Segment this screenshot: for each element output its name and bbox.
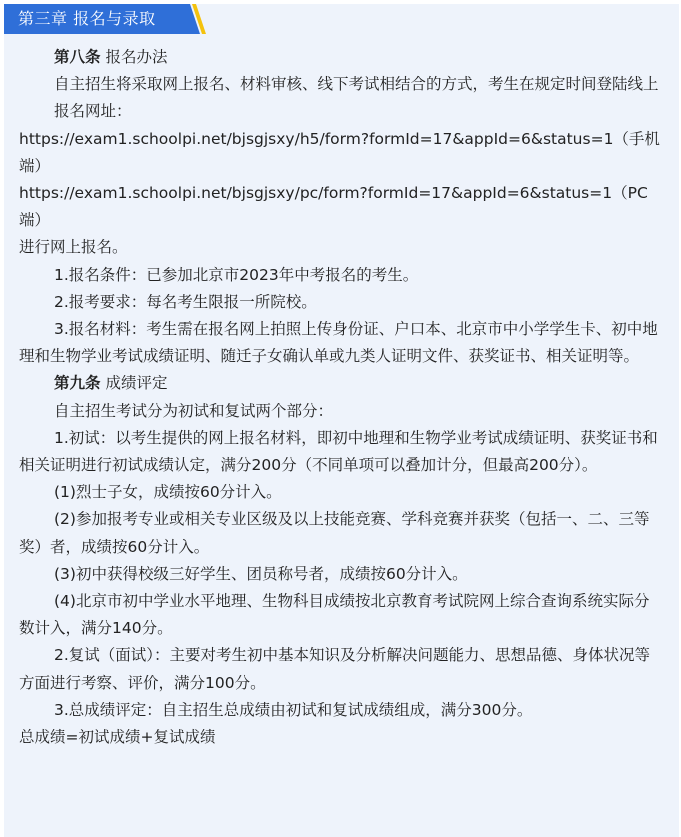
article-8-title: 报名办法 — [105, 48, 168, 66]
total-score-rule: 3.总成绩评定：自主招生总成绩由初试和复试成绩组成，满分300分。 — [54, 700, 533, 719]
article-8-intro: 自主招生将采取网上报名、材料审核、线下考试相结合的方式，考生在规定时间登陆线上 — [54, 75, 659, 94]
article-8-number: 第八条 — [54, 48, 101, 66]
document-body — [19, 44, 661, 751]
score-item-competition: (2)参加报考专业或相关专业区级及以上技能竞赛、学科竞赛并获奖（包括一、二、三等奖）者，成绩按60分计入。 — [19, 510, 650, 556]
article-9-heading — [19, 370, 661, 397]
article-9-intro: 自主招生考试分为初试和复试两个部分： — [54, 401, 334, 420]
registration-materials: 3.报名材料：考生需在报名网上拍照上传身份证、户口本、北京市中小学学生卡、初中地理和生物学业考试成绩证明、随迁子女确认单或九类人证明文件、获奖证书、相关证明等。 — [19, 320, 658, 366]
interview-exam: 2.复试（面试）：主要对考生初中基本知识及分析解决问题能力、思想品德、身体状况等方面进行考察、评价，满分100分。 — [19, 646, 651, 692]
article-9-number: 第九条 — [54, 374, 101, 393]
article-9-title: 成绩评定 — [105, 374, 168, 393]
preliminary-exam: 1.初试：以考生提供的网上报名材料，即初中地理和生物学业考试成绩证明、获奖证书和相关证明进行初试成绩认定，满分200分（不同单项可以叠加计分，但最高200分）。 — [19, 428, 658, 475]
registration-condition: 1.报名条件：已参加北京市2023年中考报名的考生。 — [54, 265, 419, 284]
chapter-title: 第三章 报名与录取 — [18, 9, 156, 28]
registration-requirement: 2.报考要求：每名考生限报一所院校。 — [54, 292, 317, 311]
chapter-header — [4, 4, 204, 34]
registration-url-label: 报名网址： — [54, 102, 132, 121]
score-item-honor: (3)初中获得校级三好学生、团员称号者，成绩按60分计入。 — [54, 564, 468, 583]
registration-url-pc: https://exam1.schoolpi.net/bjsgjsxy/pc/form?formId=17&appId=6&status=1（PC端） — [19, 184, 648, 230]
score-item-academic: (4)北京市初中学业水平地理、生物科目成绩按北京教育考试院网上综合查询系统实际分数计入，满分140分。 — [19, 592, 650, 638]
article-8-outro: 进行网上报名。 — [19, 238, 128, 257]
total-score-formula: 总成绩=初试成绩+复试成绩 — [19, 728, 216, 747]
registration-url-mobile: https://exam1.schoolpi.net/bjsgjsxy/h5/form?formId=17&appId=6&status=1（手机端） — [19, 129, 660, 175]
article-8-heading — [19, 44, 661, 71]
score-item-martyr: (1)烈士子女，成绩按60分计入。 — [54, 483, 282, 502]
